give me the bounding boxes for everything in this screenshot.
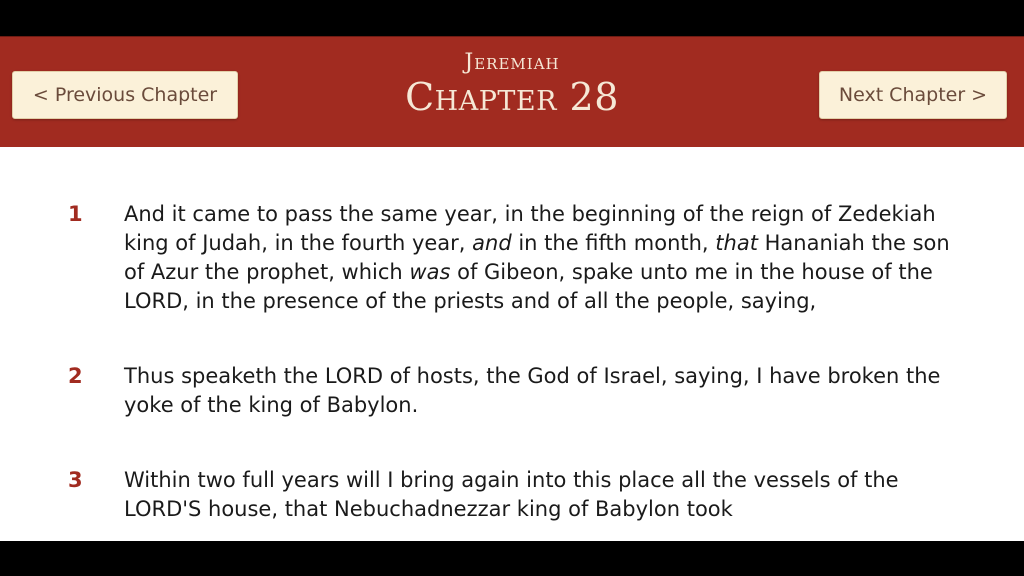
verse-text-italic: was [409, 260, 451, 284]
verse-text-segment: in the fifth month, [511, 231, 716, 255]
verse-text-italic: that [715, 231, 758, 255]
verse-text-segment: And it came to pass the same year, in the beginning of the reign of Zedekiah king of Judah, in the fourth year, [124, 202, 936, 255]
chapter-title: Chapter 28 [405, 75, 619, 119]
verse-text [124, 200, 954, 316]
next-chapter-button[interactable]: Next Chapter > [819, 71, 1007, 119]
verse-text-segment: Thus speaketh the LORD of hosts, the God of Israel, saying, I have broken the yoke of the king of Babylon. [124, 364, 941, 417]
chapter-header [0, 36, 1024, 147]
verse-item [0, 362, 1024, 420]
verse-item [0, 466, 1024, 524]
verse-number: 3 [68, 468, 83, 492]
verse-text [124, 362, 954, 420]
verse-list [0, 200, 1024, 541]
reader-view [0, 36, 1024, 541]
verse-text [124, 466, 954, 524]
verse-text-italic: and [472, 231, 512, 255]
verse-number: 2 [68, 364, 83, 388]
chapter-title-block [300, 50, 724, 118]
verse-text-segment: of Gibeon, spake unto me in the house of the LORD, in the presence of the priests and of all the people, saying, [124, 260, 933, 313]
book-title: Jeremiah [464, 50, 560, 75]
verse-number: 1 [68, 202, 83, 226]
verse-text-segment: Hananiah the son of Azur the prophet, which [124, 231, 950, 284]
verse-item [0, 200, 1024, 316]
previous-chapter-button[interactable]: < Previous Chapter [12, 71, 238, 119]
verse-text-segment: Within two full years will I bring again into this place all the vessels of the LORD'S house, that Nebuchadnezzar king of Babylon took [124, 468, 899, 521]
